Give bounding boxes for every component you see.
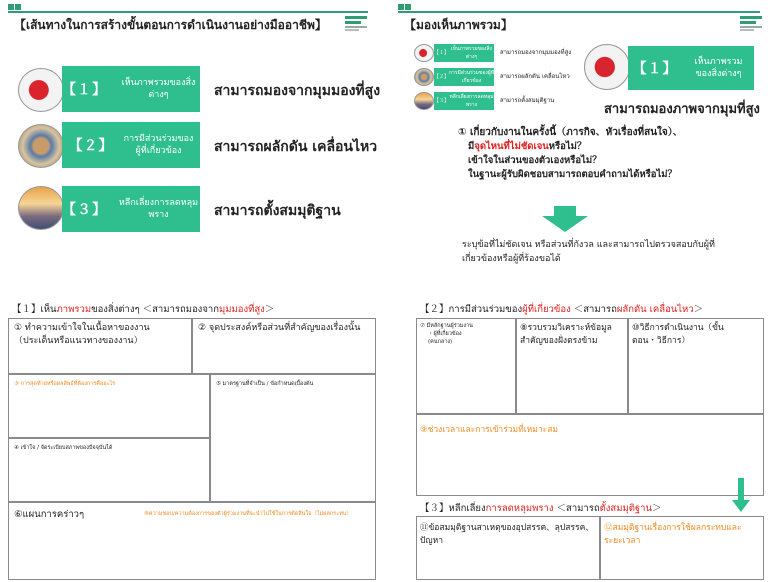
desc-2: สามารถผลักดัน เคลื่อนไหว (214, 139, 378, 155)
banner-3: 【３】 หลีกเลี่ยงการลดหลุมพราง (62, 186, 200, 232)
mini-desc-3: สามารถตั้งสมมุติฐาน (500, 97, 555, 104)
banner-2: 【２】 การมีส่วนร่วมของผู้ที่เกี่ยวข้อง (62, 122, 200, 168)
down-arrow-icon (542, 206, 588, 232)
sunset-image (18, 186, 64, 230)
cell-11-text: ⑪ข้อสมมุติฐานสาเหตุของอุปสรรค、ลุปสรรค、ปัญหา (420, 523, 594, 546)
desc-1: สามารถมองจากมุมมองที่สูง (214, 83, 381, 99)
cell-2-text: ② จุดประสงค์หรือส่วนที่สำคัญของเรื่องนั้น (198, 323, 361, 333)
mini-puzzle-image (414, 44, 434, 62)
mini-sunset-image (414, 92, 434, 110)
panel1-header (8, 4, 368, 34)
conclusion-text: ระบุข้อที่ไม่ชัดเจน หรือส่วนที่กังวล และสามารถไปตรวจสอบกับผู้ที่เกี่ยวข้องหรือผู้ที่ร้องขอได้ (462, 240, 715, 264)
team-hands-image (18, 124, 64, 168)
panel4-header: 【２】การมีส่วนร่วมของผู้ที่เกี่ยวข้อง ＜สามารถผลักดัน เคลื่อนไหว＞ (420, 304, 704, 315)
mini-banner-2: 【２】 การมีส่วนร่วมของผู้ที่เกี่ยวข้อง (434, 70, 494, 84)
panel2-header (398, 4, 760, 34)
mini-banner-1: 【１】 เห็นภาพรวมของสิ่งต่างๆ (434, 44, 494, 62)
desc-3: สามารถตั้งสมมุติฐาน (214, 203, 341, 219)
large-desc-1: สามารถมองภาพจากมุมที่สูง (604, 102, 760, 117)
banner-1: 【１】 เห็นภาพรวมของสิ่งต่างๆ (62, 66, 200, 112)
cell-4-text: ④ เข้าใจ / จัดระเบียบสภาพของปัจจุบันได้ (14, 445, 113, 451)
large-puzzle-image (584, 44, 630, 90)
cell-12-text: ⑫สมมุติฐานเรื่องการใช้ผลกระทบและระยะเวลา (604, 523, 742, 546)
mini-desc-2: สามารถผลักดัน เคลื่อนไหว (500, 73, 570, 80)
puzzle-image (18, 68, 64, 112)
cell-10-text: ⑩วิธีการดำเนินงาน（ขั้นตอน・วิธีการ） (632, 323, 724, 346)
down-arrow-small-icon (732, 478, 750, 512)
cell-6-text: ⑥แผนการคร่าวๆ (14, 509, 85, 520)
logo-icon (740, 16, 762, 32)
panel3-header: 【１】เห็นภาพรวมของสิ่งต่างๆ ＜สามารถมองจากมุมมองที่สูง＞ (12, 304, 275, 315)
large-banner-1: 【１】 เห็นภาพรวมของสิ่งต่างๆ (628, 46, 754, 90)
mini-desc-1: สามารถมองจากมุมมองที่สูง (500, 49, 572, 56)
cell-1-text: ① ทำความเข้าใจในเนื้อหาของงาน（ประเด็นหรือแนวทางของงาน） (14, 323, 150, 346)
cell-8-text: ⑧ความชอบ/ความต้องการของตัวผู้ร่วมงานที่จะนำไปใช้ในการตัดสินใจ（ไม่ผลกระทบ） (144, 511, 352, 517)
cell-7-text: ⑦ มีหลักฐานผู้ร่วมงาน ・ผู้ที่เกี่ยวข้อง (คนกลาง) (420, 323, 473, 345)
mini-hands-image (414, 68, 434, 86)
box-5 (210, 374, 376, 502)
cell-9-text: ⑨ช่วงเวลาและการเข้าร่วมที่เหมาะสม (420, 425, 558, 435)
panel2-title: 【มองเห็นภาพรวม】 (404, 18, 513, 32)
cell-8b-text: ⑧รวบรวมวิเคราะห์ข้อมูลสำคัญของฝั่งตรงข้าม (520, 323, 612, 346)
cell-5-text: ⑤ มาตรฐานที่จำเป็น / ข้อกำหนดเบื้องต้น (216, 381, 314, 387)
cell-3-text: ③ การสุดท้ายหรือผลลัพธ์ที่ต้องการคืออะไร (14, 381, 116, 387)
question-block: ① เกี่ยวกับงานในครั้งนี้（ภารกิจ、หัวเรื่องที่สนใจ）、 มีจุดไหนที่ไม่ชัดเจนหรือไม่？ เข้าใจในส่วนของตัวเองหรือไม่？ ในฐานะผู้รับผิดชอบสามารถตอบคำถามได้หรือไม่？ (458, 127, 683, 180)
mini-banner-3: 【３】 หลีกเลี่ยงการลดหลุมพราง (434, 94, 494, 108)
panel1-title: 【เส้นทางในการสร้างขั้นตอนการดำเนินงานอย่างมืออาชีพ】 (14, 18, 327, 32)
logo-icon (345, 16, 367, 32)
panel4-subheader: 【３】หลีกเลี่ยงการลดหลุมพราง ＜สามารถตั้งสมมุติฐาน＞ (420, 503, 662, 514)
